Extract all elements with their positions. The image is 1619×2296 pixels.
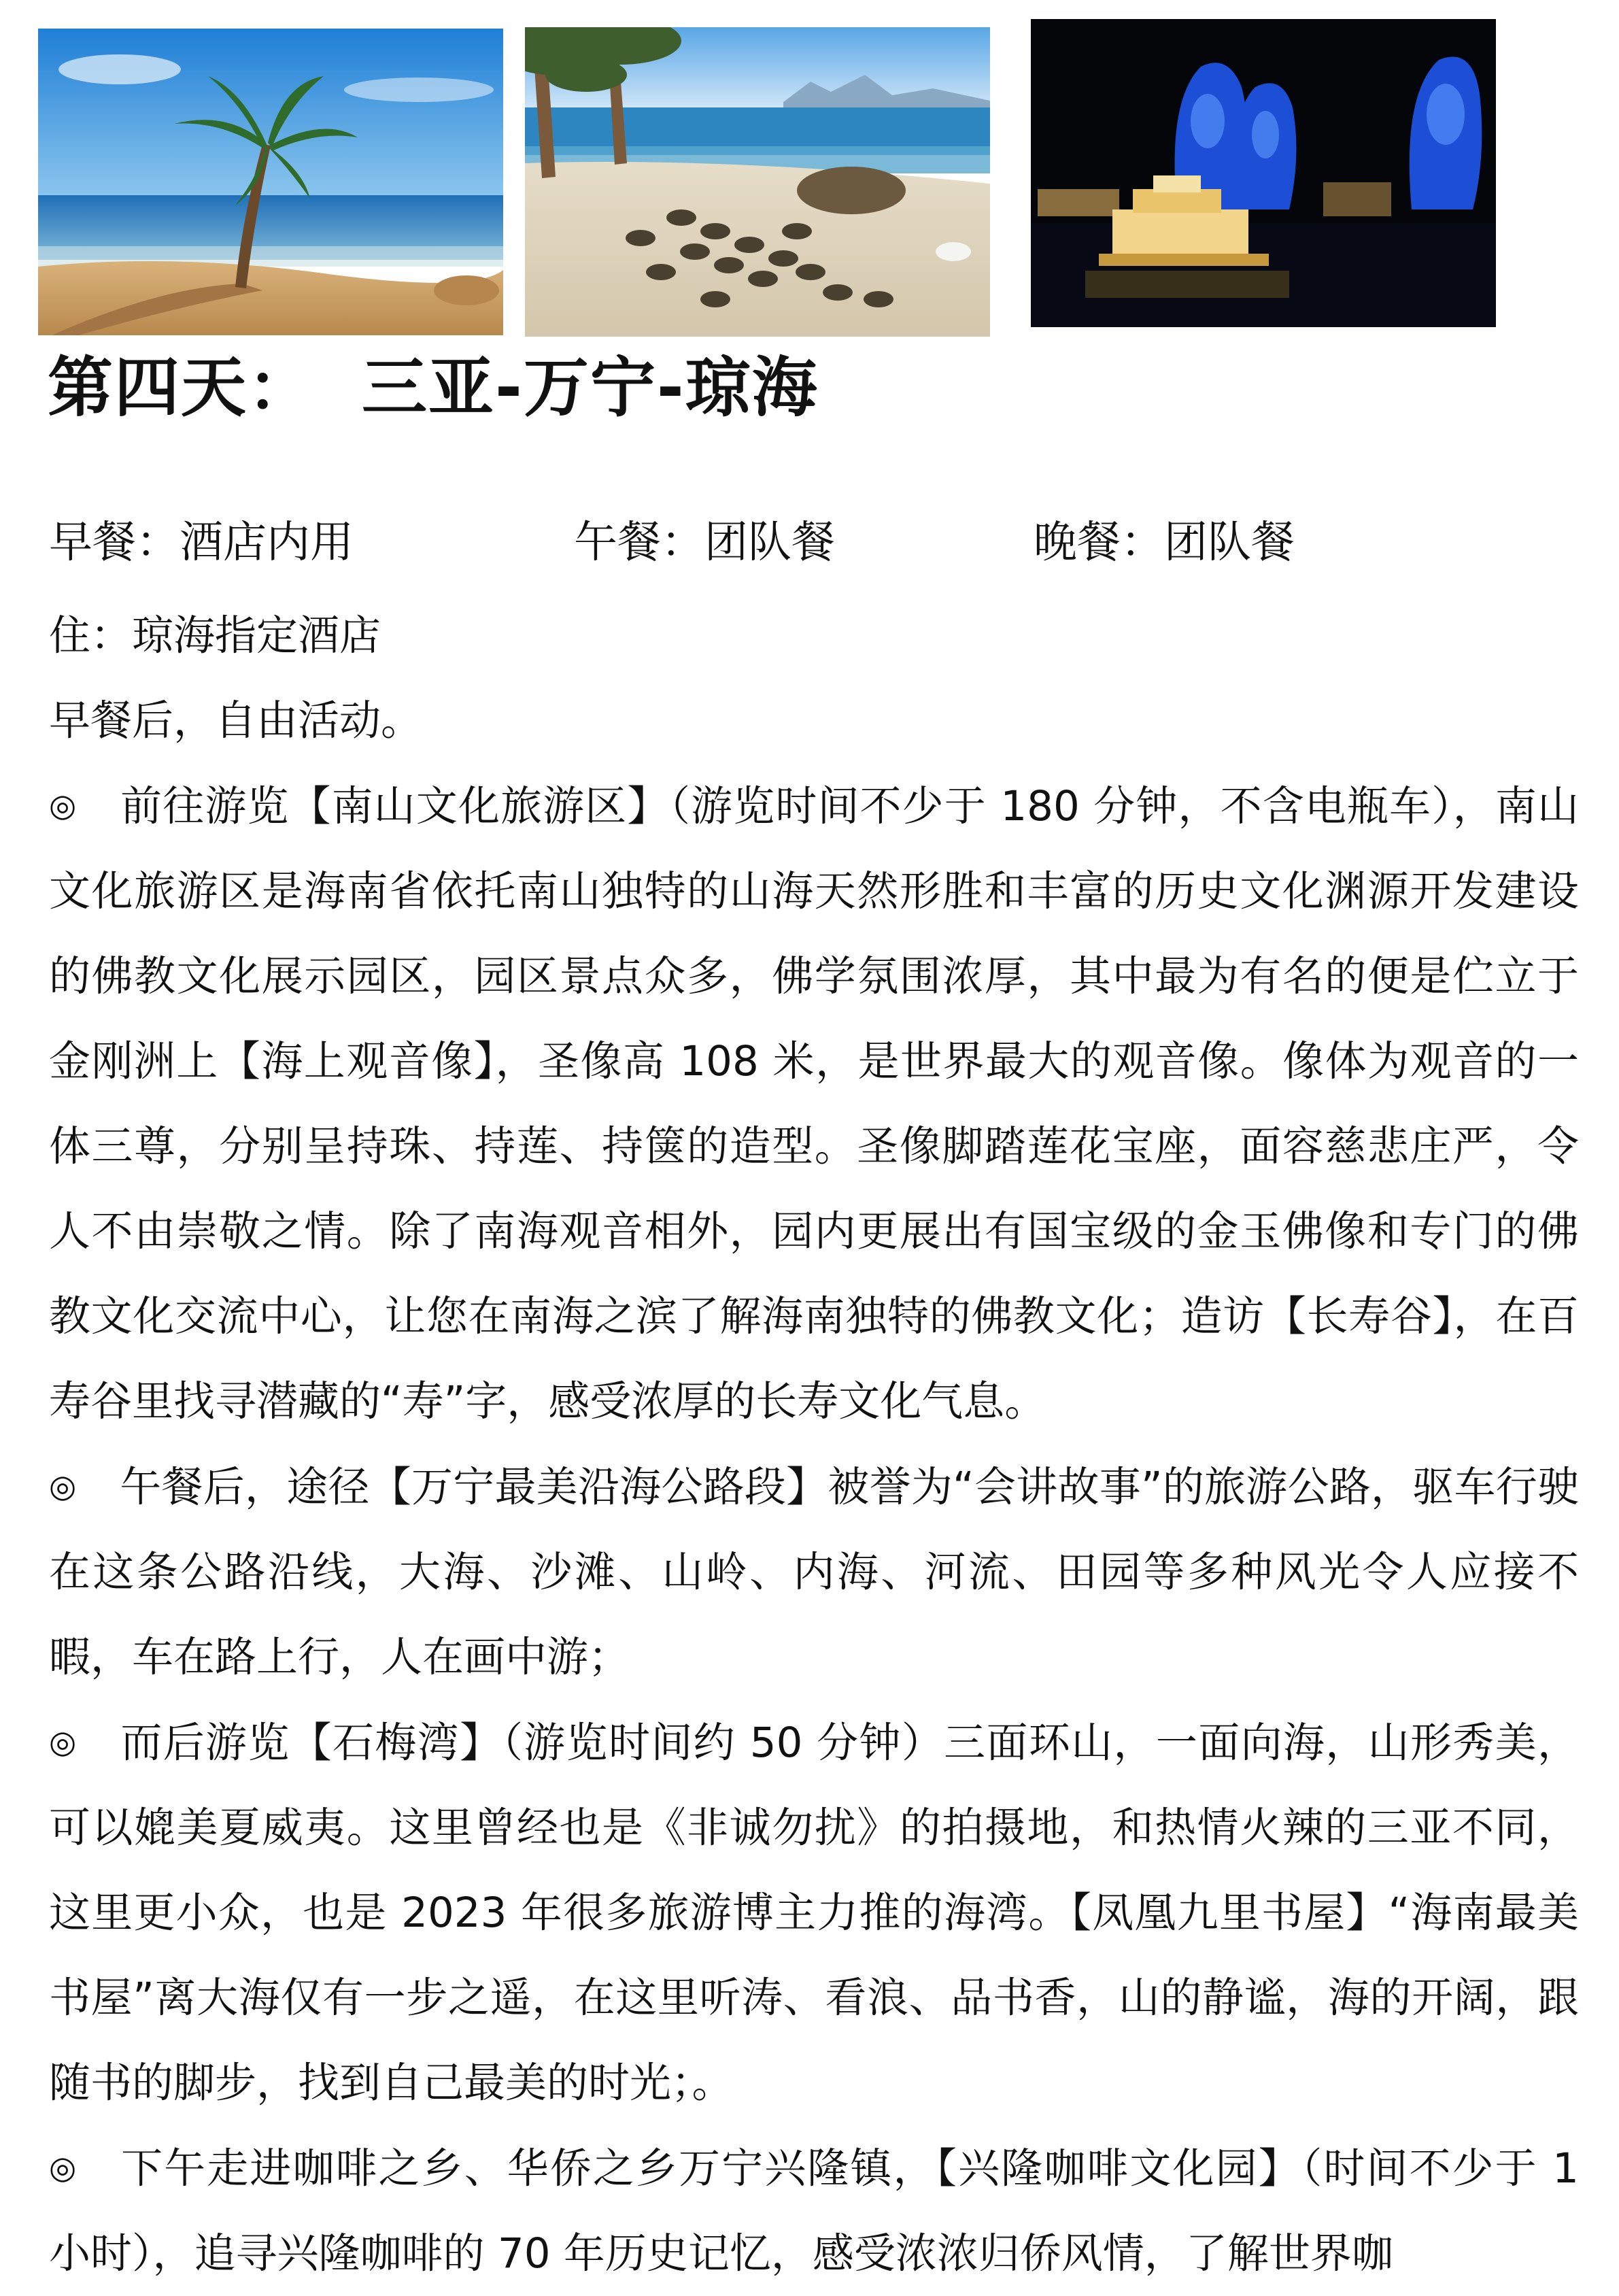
- phoenix-island-night-photo: [1031, 19, 1496, 327]
- itinerary-item-text: 而后游览【石梅湾】（游览时间约 50 分钟）三面环山，一面向海，山形秀美，可以媲美夏威夷。这里曾经也是《非诚勿扰》的拍摄地，和热情火辣的三亚不同，这里更小众，也是 2023 年很多旅游博主力推的海湾。【凤凰九里书屋】“海南最美书屋”离大海仅有一步之遥，在这里听涛、看浪、品书香，山的静谧，海的开阔，跟随书的脚步，找到自己最美的时光；。: [49, 1719, 1579, 2107]
- bullet-icon: ◎: [49, 787, 77, 824]
- itinerary-item-text: 前往游览【南山文化旅游区】（游览时间不少于 180 分钟，不含电瓶车），南山文化旅游区是海南省依托南山独特的山海天然形胜和丰富的历史文化渊源开发建设的佛教文化展示园区，园区景点众多，佛学氛围浓厚，其中最为有名的便是伫立于金刚洲上【海上观音像】，圣像高 108 米，是世界最大的观音像。像体为观音的一体三尊，分别呈持珠、持莲、持箧的造型。圣像脚踏莲花宝座，面容慈悲庄严，令人不由崇敬之情。除了南海观音相外，园内更展出有国宝级的金玉佛像和专门的佛教文化交流中心，让您在南海之滨了解海南独特的佛教文化；造访【长寿谷】，在百寿谷里找寻潜藏的“寿”字，感受浓厚的长寿文化气息。: [49, 782, 1579, 1425]
- itinerary-item: [49, 1700, 1579, 2125]
- palm-tree-beach-image: [38, 29, 503, 335]
- day-title: [48, 347, 819, 428]
- meal-info-row: [0, 509, 1619, 577]
- intro-text: 早餐后，自由活动。: [49, 696, 423, 745]
- bullet-icon: ◎: [49, 1723, 77, 1760]
- palm-tree-beach-photo: [38, 29, 503, 335]
- itinerary-body: [49, 593, 1579, 2296]
- sea-turtle-beach-photo: [525, 27, 990, 337]
- lunch-info: 午餐：团队餐: [574, 518, 835, 568]
- route-label: 三亚-万宁-琼海: [362, 350, 819, 426]
- itinerary-item: [49, 763, 1579, 1444]
- itinerary-item-text: 午餐后，途径【万宁最美沿海公路段】被誉为“会讲故事”的旅游公路，驱车行驶在这条公路沿线，大海、沙滩、山岭、内海、河流、田园等多种风光令人应接不暇，车在路上行，人在画中游；: [49, 1463, 1579, 1681]
- day-label: 第四天：: [48, 350, 314, 426]
- lodging-info: 住：琼海指定酒店: [49, 611, 381, 660]
- bullet-icon: ◎: [49, 2149, 77, 2186]
- itinerary-item-text: 下午走进咖啡之乡、华侨之乡万宁兴隆镇，【兴隆咖啡文化园】（时间不少于 1 小时），追寻兴隆咖啡的 70 年历史记忆，感受浓浓归侨风情，了解世界咖: [49, 2144, 1579, 2278]
- dinner-info: 晚餐：团队餐: [1034, 518, 1295, 568]
- breakfast-info: 早餐：酒店内用: [49, 518, 354, 568]
- phoenix-island-night-image: [1031, 19, 1496, 327]
- itinerary-item: [49, 1444, 1579, 1700]
- bullet-icon: ◎: [49, 1468, 77, 1504]
- itinerary-item: [49, 2125, 1579, 2296]
- sea-turtle-beach-image: [525, 27, 990, 337]
